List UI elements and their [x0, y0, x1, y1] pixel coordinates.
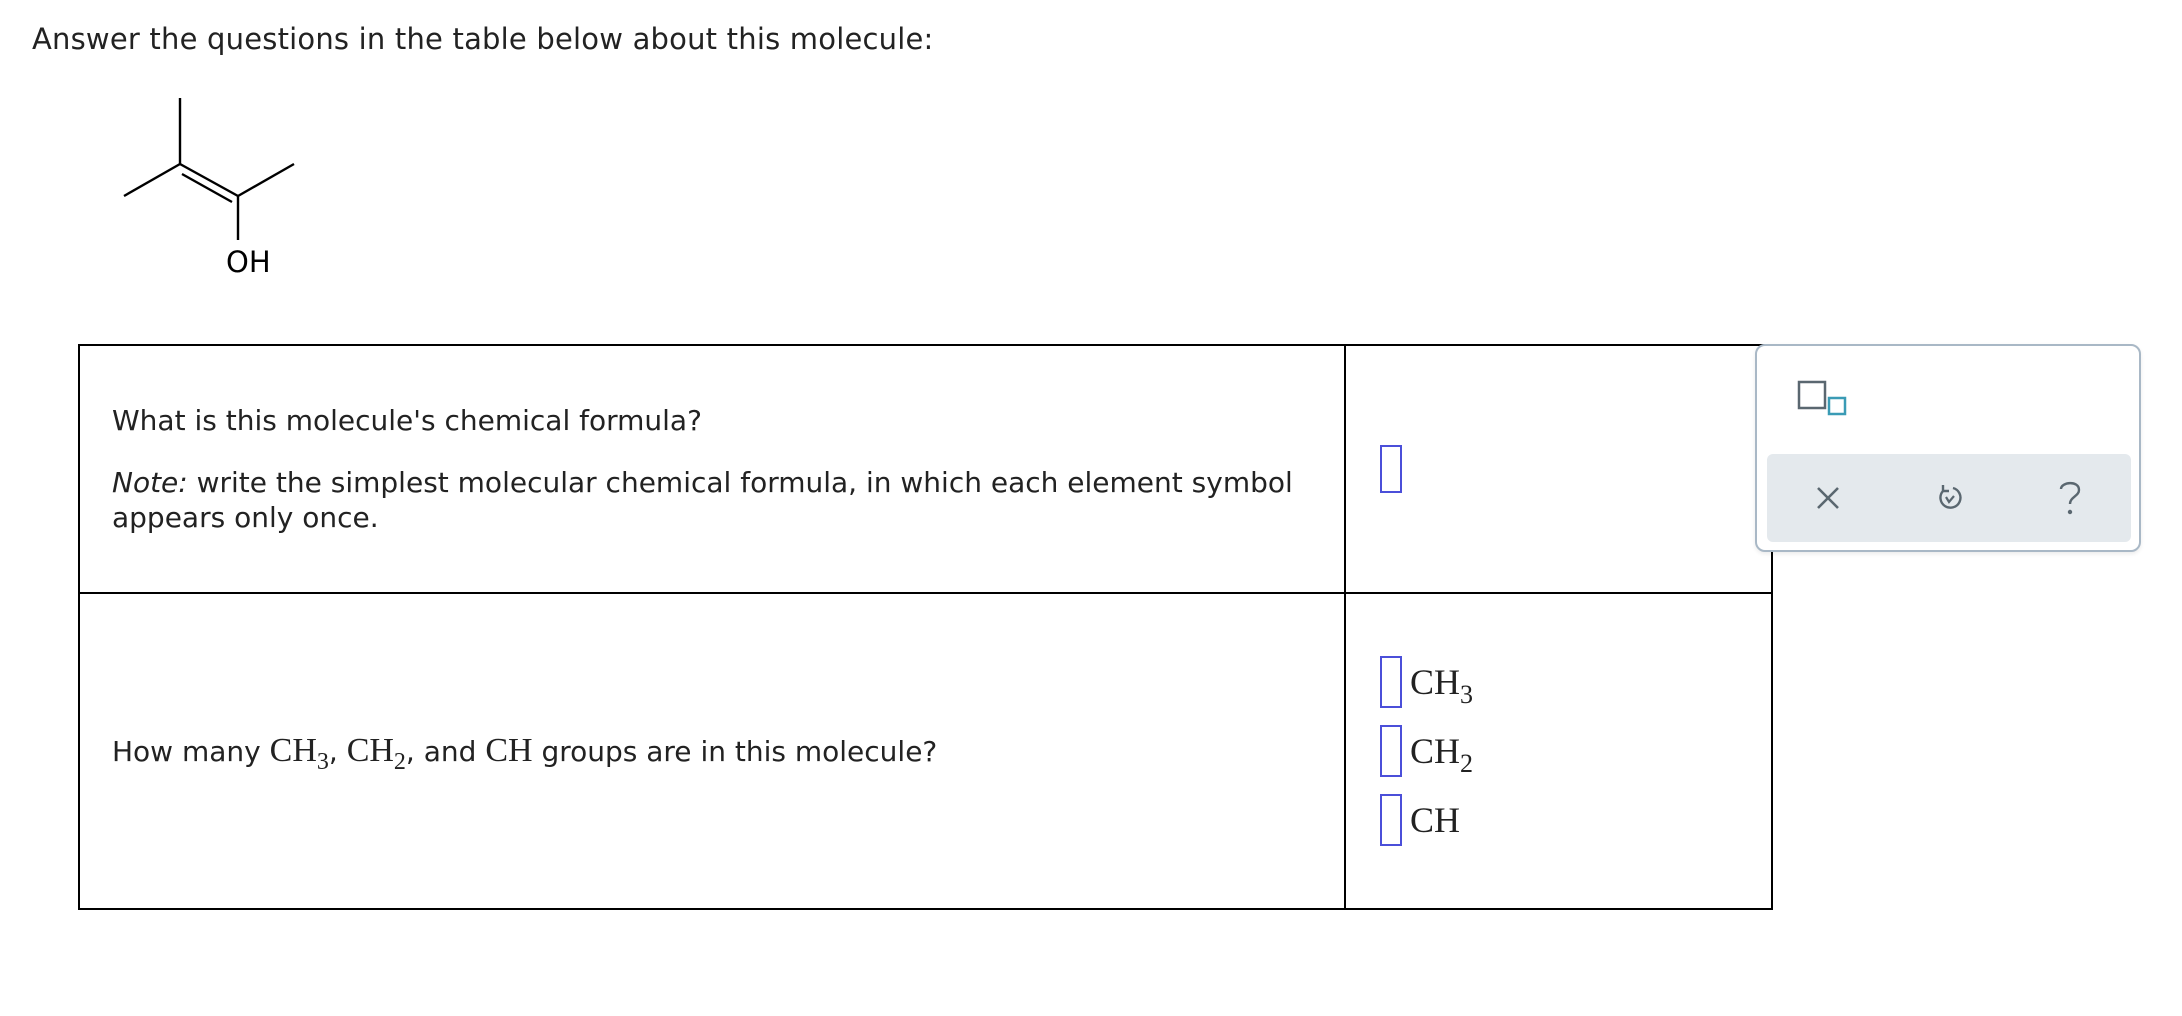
formula-answer-cell [1345, 345, 1772, 593]
ch2-label-base: CH [1410, 731, 1461, 771]
formula-question-cell [79, 345, 1345, 593]
answer-toolbar [1755, 344, 2141, 552]
ch2-formula-subscript: 2 [393, 749, 406, 775]
ch3-formula-subscript: 3 [316, 749, 329, 775]
table-row [79, 593, 1772, 909]
ch3-answer-label [1410, 661, 1474, 709]
superscript-template-icon[interactable] [1797, 380, 1847, 420]
groups-question-suffix: groups are in this molecule? [532, 735, 938, 768]
ch2-answer-row [1380, 724, 1771, 778]
ch2-answer-label [1410, 730, 1474, 778]
groups-answer-cell [1345, 593, 1772, 909]
ch3-label-base: CH [1410, 662, 1461, 702]
ch2-label-subscript: 2 [1460, 749, 1474, 778]
table-row [79, 345, 1772, 593]
question-prompt: Answer the questions in the table below about this molecule: [32, 22, 934, 56]
ch-answer-row [1380, 793, 1771, 847]
toolbar-actions [1767, 454, 2131, 542]
molecule-structure [110, 90, 310, 290]
group-answer-list [1380, 655, 1771, 847]
groups-question-cell [79, 593, 1345, 909]
ch3-formula [269, 732, 329, 775]
ch3-formula-base: CH [269, 732, 317, 769]
ch-label-base: CH [1410, 800, 1461, 840]
ch2-formula [346, 732, 406, 775]
ch2-formula-base: CH [346, 732, 394, 769]
undo-icon[interactable] [1925, 474, 1973, 522]
ch3-label-subscript: 3 [1460, 680, 1474, 709]
ch-count-input[interactable] [1380, 794, 1402, 846]
formula-note [112, 465, 1312, 535]
close-icon[interactable] [1804, 474, 1852, 522]
help-icon[interactable] [2046, 474, 2094, 522]
groups-question-mid: and [414, 735, 486, 768]
ch3-answer-row [1380, 655, 1771, 709]
separator: , [405, 735, 415, 768]
note-text: write the simplest molecular chemical formula, in which each element symbol appears only once. [112, 466, 1293, 534]
methyl-bond-right [238, 164, 294, 196]
double-bond-outer [180, 164, 238, 196]
ch-answer-label [1410, 799, 1460, 841]
formula-answer-input[interactable] [1380, 445, 1402, 493]
note-label: Note: [112, 466, 188, 499]
groups-question-prefix: How many [112, 735, 270, 768]
groups-question [112, 732, 1312, 775]
separator: , [328, 735, 338, 768]
ch2-count-input[interactable] [1380, 725, 1402, 777]
ch3-count-input[interactable] [1380, 656, 1402, 708]
ch-formula: CH [485, 732, 533, 769]
question-table [78, 344, 1773, 910]
methyl-bond-left [124, 164, 180, 196]
hydroxyl-label: OH [226, 245, 271, 279]
formula-question: What is this molecule's chemical formula? [112, 404, 702, 437]
